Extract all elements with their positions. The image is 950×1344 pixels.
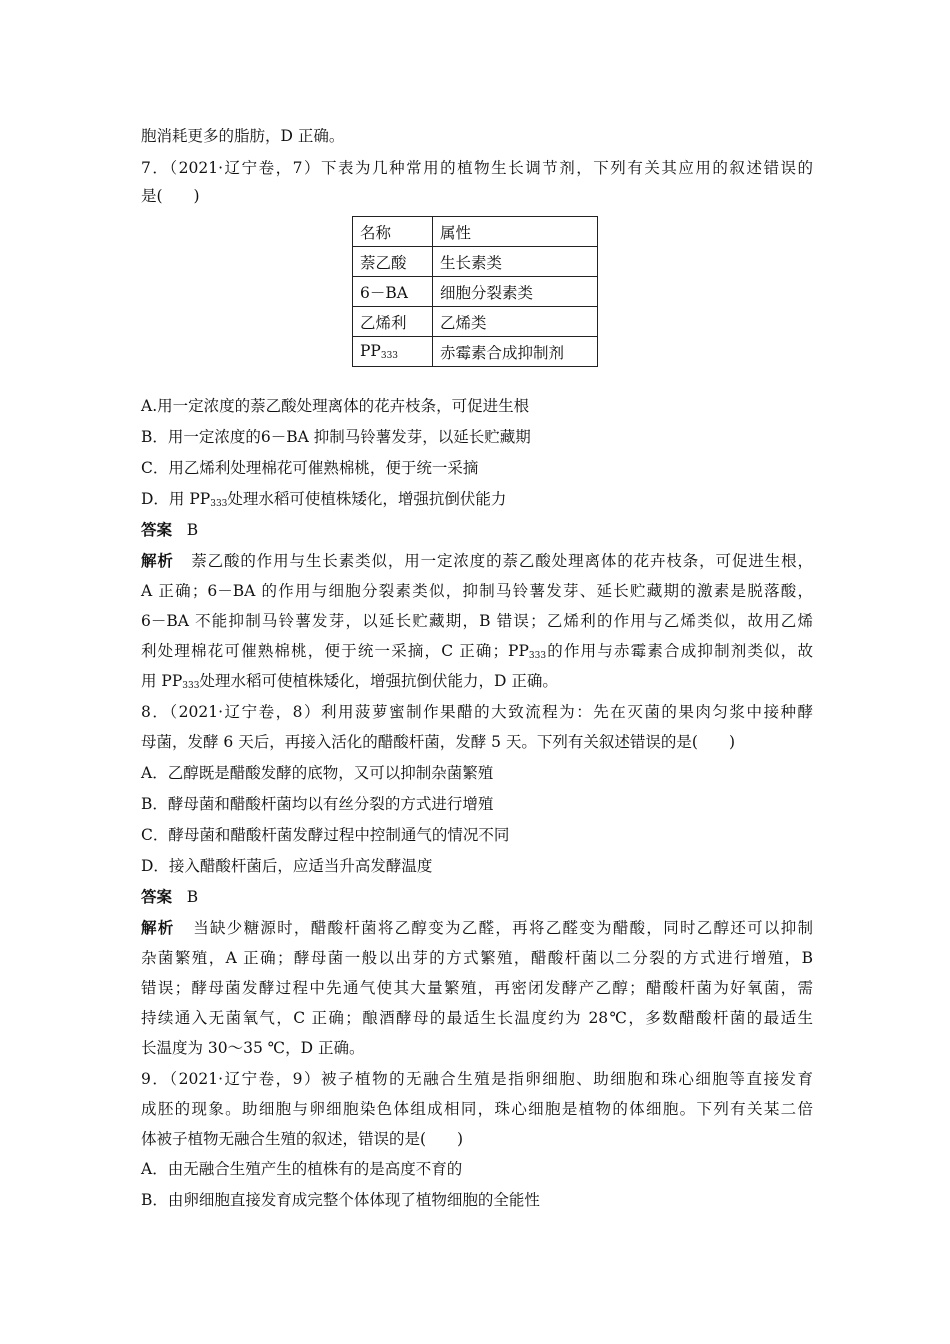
table-cell-name: 萘乙酸 <box>353 247 433 277</box>
q7-analysis-line5 <box>141 670 813 697</box>
q8-option-c: C．酵母菌和醋酸杆菌发酵过程中控制通气的情况不同 <box>141 826 510 844</box>
q7-analysis-line5-post: 处理水稻可使植株矮化，增强抗倒伏能力，D 正确。 <box>199 672 558 690</box>
q8-analysis-line1 <box>141 917 813 939</box>
q7-analysis-line4 <box>141 640 813 667</box>
q7-stem-line2: 是( ) <box>141 187 200 205</box>
regulator-table <box>352 216 598 367</box>
table-cell-attr: 乙烯类 <box>433 307 598 337</box>
table-header-name: 名称 <box>353 217 433 247</box>
q7-option-d-post: 处理水稻可使植株矮化，增强抗倒伏能力 <box>227 490 507 508</box>
q7-option-d <box>141 488 813 515</box>
q7-analysis-line5-sub: 333 <box>182 681 200 691</box>
answer-value: B <box>186 521 199 539</box>
answer-value: B <box>186 888 199 906</box>
q8-analysis-text1: 当缺少糖源时，醋酸杆菌将乙醇变为乙醛，再将乙醛变为醋酸，同时乙醇还可以抑制 <box>193 919 813 937</box>
table-cell-attr: 细胞分裂素类 <box>433 277 598 307</box>
q7-analysis-line2: A 正确；6－BA 的作用与细胞分裂素类似，抑制马铃薯发芽、延长贮藏期的激素是脱落酸， <box>141 582 813 600</box>
pp-main: PP <box>360 342 381 360</box>
q9-option-b: B．由卵细胞直接发育成完整个体体现了植物细胞的全能性 <box>141 1191 540 1209</box>
q7-option-d-pre: D．用 PP <box>141 490 211 508</box>
q8-stem-line2: 母菌，发酵 6 天后，再接入活化的醋酸杆菌，发酵 5 天。下列有关叙述错误的是( ) <box>141 733 736 751</box>
q7-option-b: B．用一定浓度的6－BA 抑制马铃薯发芽，以延长贮藏期 <box>141 428 531 446</box>
q7-analysis-text1: 萘乙酸的作用与生长素类似，用一定浓度的萘乙酸处理离体的花卉枝条，可促进生根， <box>191 552 813 570</box>
q8-answer <box>141 886 813 908</box>
table-row <box>353 247 598 277</box>
q7-analysis-line4-pre: 利处理棉花可催熟棉桃，便于统一采摘，C 正确；PP <box>141 642 529 660</box>
table-cell-name: 乙烯利 <box>353 307 433 337</box>
table-cell-name <box>353 337 433 367</box>
q7-analysis-line4-post: 的作用与赤霉素合成抑制剂类似，故 <box>546 642 813 660</box>
q8-analysis-line4: 持续通入无菌氧气，C 正确；酿酒酵母的最适生长温度约为 28℃，多数醋酸杆菌的最适生 <box>141 1009 813 1027</box>
q8-analysis-line5: 长温度为 30～35 ℃，D 正确。 <box>141 1039 365 1057</box>
answer-label: 答案 <box>141 520 173 539</box>
table-cell-attr: 赤霉素合成抑制剂 <box>433 337 598 367</box>
q8-analysis-line2: 杂菌繁殖，A 正确；酵母菌一般以出芽的方式繁殖，醋酸杆菌以二分裂的方式进行增殖，B <box>141 949 813 967</box>
table-row <box>353 337 598 367</box>
analysis-label: 解析 <box>141 918 175 937</box>
q7-analysis-line1 <box>141 550 813 572</box>
q9-stem-line2: 成胚的现象。助细胞与卵细胞染色体组成相同，珠心细胞是植物的体细胞。下列有关某二倍 <box>141 1100 813 1118</box>
q7-analysis-line5-pre: 用 PP <box>141 672 183 690</box>
q7-option-c: C．用乙烯利处理棉花可催熟棉桃，便于统一采摘 <box>141 459 479 477</box>
q9-option-a: A．由无融合生殖产生的植株有的是高度不育的 <box>141 1160 463 1178</box>
q8-stem-line1: 8．（2021·辽宁卷，8）利用菠萝蜜制作果醋的大致流程为：先在灭菌的果肉匀浆中接种酵 <box>141 703 813 721</box>
q8-analysis-line3: 错误；酵母菌发酵过程中先通气使其大量繁殖，再密闭发酵产乙醇；醋酸杆菌为好氧菌，需 <box>141 979 813 997</box>
table-cell-attr: 生长素类 <box>433 247 598 277</box>
q7-answer <box>141 519 813 541</box>
analysis-label: 解析 <box>141 551 174 570</box>
q8-option-b: B．酵母菌和醋酸杆菌均以有丝分裂的方式进行增殖 <box>141 795 494 813</box>
pp-subscript: 333 <box>380 351 399 361</box>
q7-analysis-line4-sub: 333 <box>528 651 547 661</box>
table-header-row <box>353 217 598 247</box>
table-row <box>353 277 598 307</box>
table-cell-name: 6－BA <box>353 277 433 307</box>
q8-option-d: D．接入醋酸杆菌后，应适当升高发酵温度 <box>141 857 433 875</box>
q7-option-a: A.用一定浓度的萘乙酸处理离体的花卉枝条，可促进生根 <box>141 397 530 415</box>
q9-stem-line3: 体被子植物无融合生殖的叙述，错误的是( ) <box>141 1130 464 1148</box>
q8-option-a: A．乙醇既是醋酸发酵的底物，又可以抑制杂菌繁殖 <box>141 764 494 782</box>
table-row <box>353 307 598 337</box>
q7-analysis-line3: 6－BA 不能抑制马铃薯发芽，以延长贮藏期，B 错误；乙烯利的作用与乙烯类似，故用乙烯 <box>141 612 813 630</box>
table-header-attr: 属性 <box>433 217 598 247</box>
q7-stem-line1: 7．（2021·辽宁卷，7）下表为几种常用的植物生长调节剂，下列有关其应用的叙述错误的 <box>141 159 813 177</box>
answer-label: 答案 <box>141 887 173 906</box>
q9-stem-line1: 9．（2021·辽宁卷，9）被子植物的无融合生殖是指卵细胞、助细胞和珠心细胞等直接发育 <box>141 1070 813 1088</box>
q7-option-d-sub: 333 <box>210 499 228 509</box>
intro-line: 胞消耗更多的脂肪，D 正确。 <box>141 127 345 145</box>
